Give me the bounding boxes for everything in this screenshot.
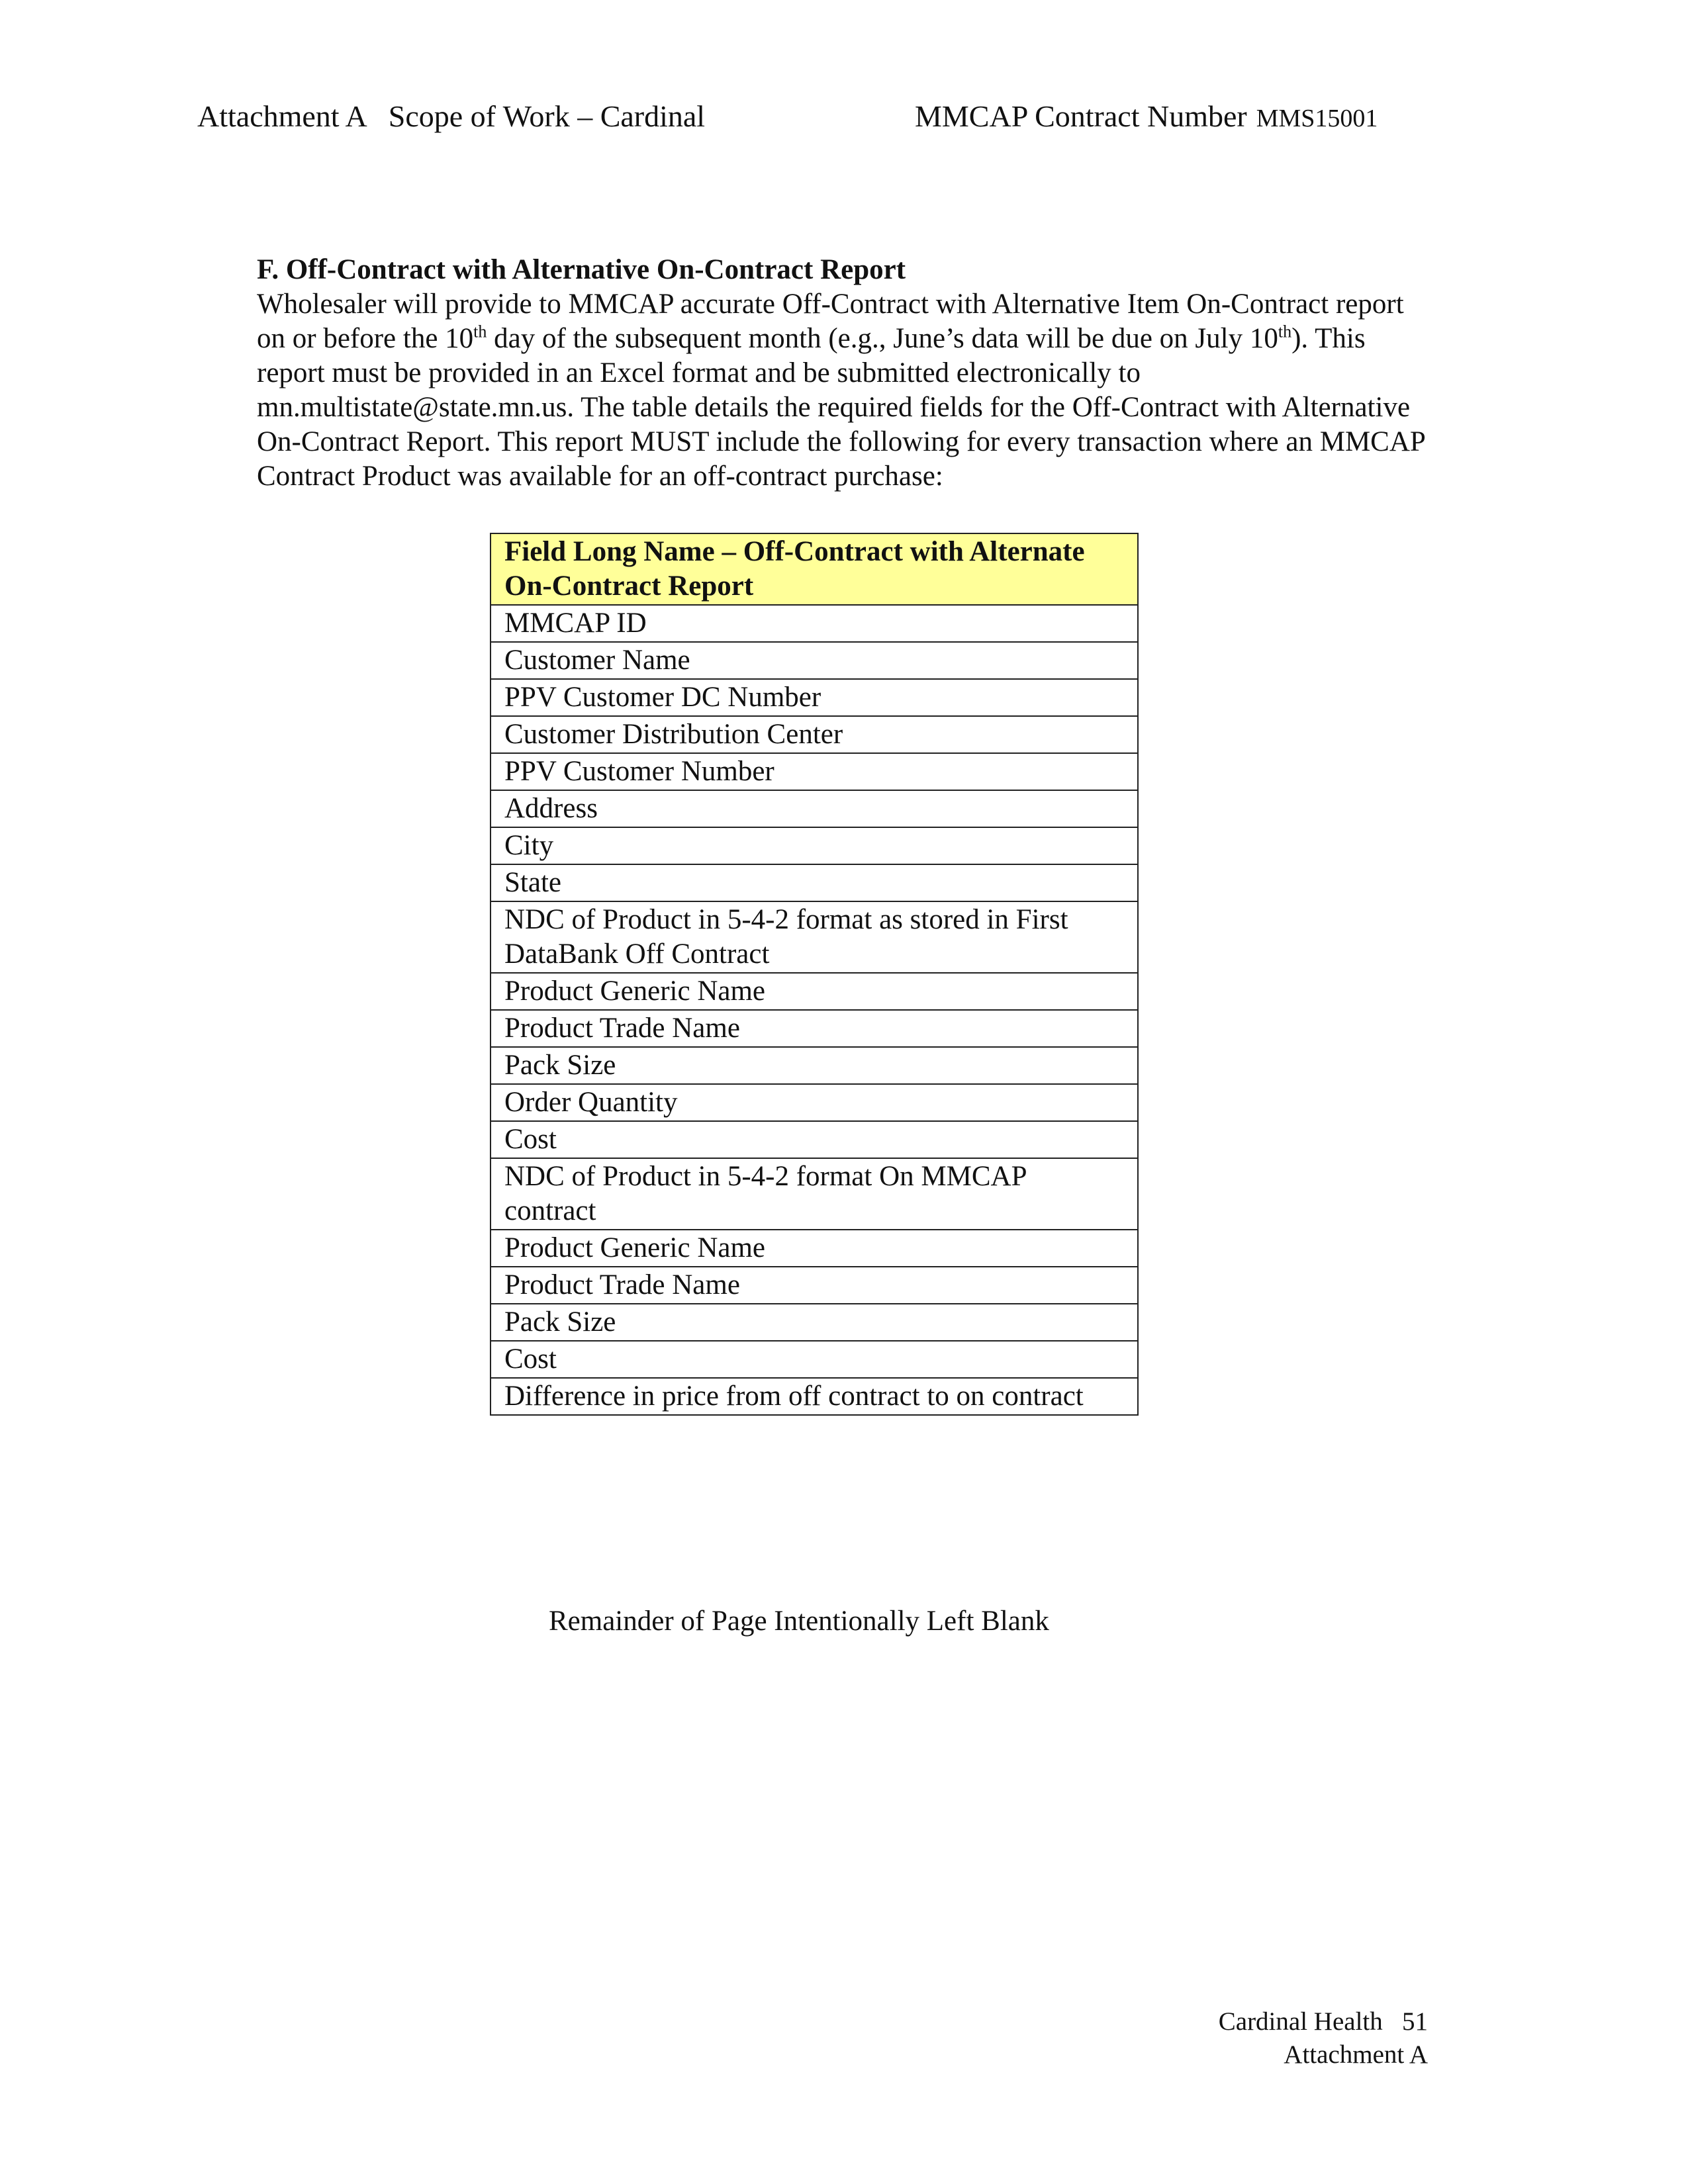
contract-number: MMS15001 xyxy=(1256,105,1378,132)
fields-table xyxy=(490,533,1139,1416)
table-cell: Product Trade Name xyxy=(491,1267,1138,1304)
table-row xyxy=(491,1158,1138,1230)
table-cell: MMCAP ID xyxy=(491,605,1138,642)
table-row xyxy=(491,605,1138,642)
table-row xyxy=(491,1084,1138,1121)
table-cell: Address xyxy=(491,790,1138,827)
table-cell: City xyxy=(491,827,1138,864)
table-cell: Difference in price from off contract to on contract xyxy=(491,1378,1138,1415)
body-text-1: Wholesaler will provide to MMCAP accurate Off-Contract with Alternative Item On-Contract report on or before the 10 xyxy=(257,289,1404,354)
table-cell: Customer Distribution Center xyxy=(491,716,1138,753)
table-row xyxy=(491,790,1138,827)
page-footer xyxy=(1219,2005,1428,2071)
table-row xyxy=(491,1010,1138,1047)
header-right xyxy=(915,97,1378,138)
table-row xyxy=(491,679,1138,716)
table-row xyxy=(491,1121,1138,1158)
table-row xyxy=(491,1378,1138,1415)
table-row xyxy=(491,1267,1138,1304)
table-cell: NDC of Product in 5-4-2 format as stored in First DataBank Off Contract xyxy=(491,901,1138,973)
body-text-3: ). This report must be provided in an Excel format and be submitted electronically to mn.multistate@state.mn.us. The table details the required fields for the Off-Contract with Alternative On-Contract Report. This report MUST include the following for every transaction where an MMCAP Contract Product was available for an off-contract purchase: xyxy=(257,323,1425,492)
footer-line-1: Cardinal Health 51 xyxy=(1218,2007,1428,2036)
body-sup-1: th xyxy=(473,322,487,341)
table-row xyxy=(491,1047,1138,1084)
table-row xyxy=(491,1341,1138,1378)
body-text-2: day of the subsequent month (e.g., June’s data will be due on July 10 xyxy=(487,323,1278,354)
body-sup-2: th xyxy=(1278,322,1292,341)
table-cell: PPV Customer DC Number xyxy=(491,679,1138,716)
table-header-cell: Field Long Name – Off-Contract with Alternate On-Contract Report xyxy=(491,533,1138,605)
table-row xyxy=(491,864,1138,901)
section-f xyxy=(257,253,1435,494)
header-left: Attachment A Scope of Work – Cardinal xyxy=(197,99,706,133)
table-cell: Pack Size xyxy=(491,1304,1138,1341)
table-cell: Customer Name xyxy=(491,642,1138,679)
section-title: F. Off-Contract with Alternative On-Contract Report xyxy=(257,254,906,285)
table-row xyxy=(491,827,1138,864)
table-cell: Cost xyxy=(491,1121,1138,1158)
table-row xyxy=(491,642,1138,679)
footer-line-2: Attachment A xyxy=(1284,2040,1428,2069)
table-cell: NDC of Product in 5-4-2 format On MMCAP contract xyxy=(491,1158,1138,1230)
table-cell: Product Trade Name xyxy=(491,1010,1138,1047)
table-cell: Order Quantity xyxy=(491,1084,1138,1121)
table-cell: State xyxy=(491,864,1138,901)
table-cell: PPV Customer Number xyxy=(491,753,1138,790)
table-row xyxy=(491,753,1138,790)
table-row xyxy=(491,1230,1138,1267)
table-cell: Product Generic Name xyxy=(491,973,1138,1010)
section-body xyxy=(257,287,1435,494)
table-row xyxy=(491,716,1138,753)
table-cell: Cost xyxy=(491,1341,1138,1378)
blank-page-note: Remainder of Page Intentionally Left Blank xyxy=(549,1606,1049,1637)
table-row xyxy=(491,973,1138,1010)
contract-number-label: MMCAP Contract Number xyxy=(915,99,1247,133)
table-cell: Product Generic Name xyxy=(491,1230,1138,1267)
table-row xyxy=(491,901,1138,973)
table-cell: Pack Size xyxy=(491,1047,1138,1084)
table-header-row xyxy=(491,533,1138,605)
table-row xyxy=(491,1304,1138,1341)
